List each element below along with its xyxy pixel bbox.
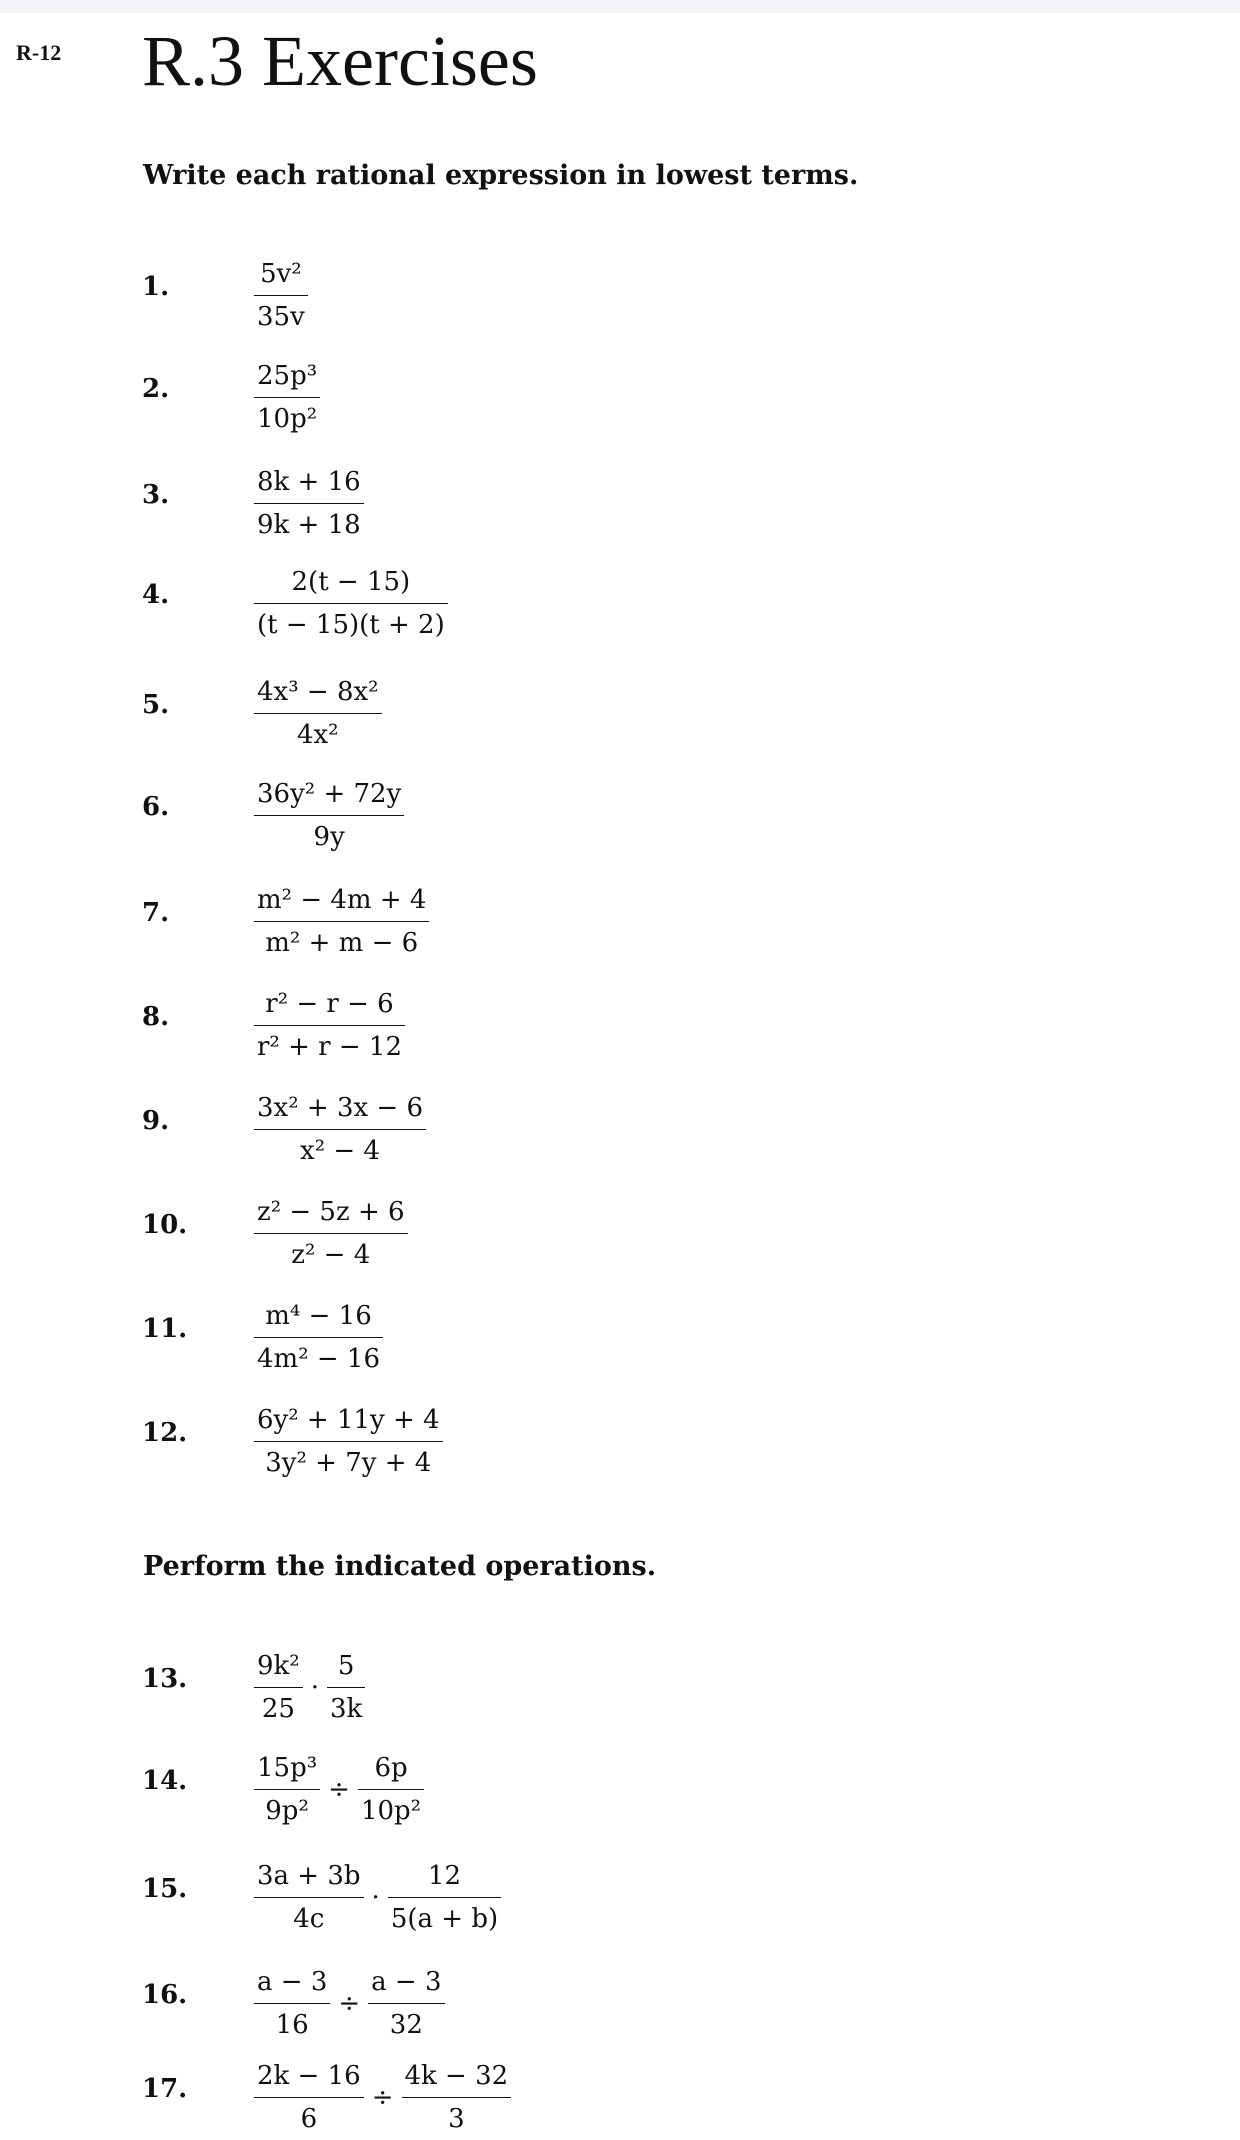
problem-number: 6.	[142, 792, 170, 822]
problem-number: 8.	[142, 1002, 170, 1032]
fraction	[254, 1300, 383, 1375]
fraction	[254, 884, 429, 959]
expression	[254, 676, 382, 751]
numerator: 4x³ − 8x²	[257, 677, 379, 707]
numerator: 3x² + 3x − 6	[257, 1093, 424, 1123]
denominator: 6	[254, 2097, 364, 2135]
denominator: 10p²	[358, 1789, 424, 1827]
denominator: 9k + 18	[254, 503, 364, 541]
fraction	[254, 1092, 426, 1167]
denominator: 16	[254, 2003, 330, 2041]
fraction	[254, 360, 320, 435]
fraction	[254, 988, 405, 1063]
numerator: 9k²	[257, 1651, 300, 1681]
expression	[254, 988, 405, 1063]
numerator: a − 3	[257, 1967, 328, 1997]
problem-number: 3.	[142, 480, 170, 510]
operator: ÷	[371, 2082, 394, 2113]
numerator: 3a + 3b	[257, 1861, 361, 1891]
problem-number: 15.	[142, 1874, 188, 1904]
page-number: R-12	[16, 40, 62, 65]
fraction-left	[254, 1966, 330, 2041]
problem-number: 5.	[142, 690, 170, 720]
numerator: 8k + 16	[257, 467, 361, 497]
denominator: 10p²	[254, 397, 320, 435]
denominator: 25	[254, 1687, 303, 1725]
numerator: z² − 5z + 6	[257, 1197, 405, 1227]
problem-number: 10.	[142, 1210, 188, 1240]
fraction-left	[254, 1860, 364, 1935]
expression	[254, 1196, 408, 1271]
numerator: 5	[337, 1651, 355, 1681]
denominator: m² + m − 6	[254, 921, 429, 959]
numerator: 15p³	[257, 1753, 318, 1783]
expression	[254, 1300, 383, 1375]
numerator: 2(t − 15)	[291, 567, 411, 597]
fraction-right	[327, 1650, 365, 1725]
section1-instruction: Write each rational expression in lowest terms.	[143, 160, 859, 191]
expression	[254, 1092, 426, 1167]
fraction	[254, 1196, 408, 1271]
problem-number: 12.	[142, 1418, 188, 1448]
denominator: z² − 4	[254, 1233, 408, 1271]
denominator: 35v	[254, 295, 308, 333]
operator: ·	[310, 1672, 319, 1703]
expression	[254, 884, 429, 959]
numerator: 6y² + 11y + 4	[257, 1405, 440, 1435]
denominator: 4x²	[254, 713, 382, 751]
expression	[254, 1404, 443, 1479]
expression	[254, 778, 404, 853]
problem-number: 14.	[142, 1766, 188, 1796]
denominator: 3	[402, 2097, 512, 2135]
denominator: 32	[368, 2003, 444, 2041]
section2-instruction: Perform the indicated operations.	[143, 1551, 657, 1582]
operator: ·	[371, 1882, 380, 1913]
expression	[254, 2060, 511, 2135]
operator: ÷	[338, 1988, 361, 2019]
fraction	[254, 566, 448, 641]
numerator: r² − r − 6	[265, 989, 394, 1019]
fraction-left	[254, 2060, 364, 2135]
fraction-right	[402, 2060, 512, 2135]
numerator: 5v²	[260, 259, 302, 289]
denominator: 3k	[327, 1687, 365, 1725]
problem-number: 1.	[142, 272, 170, 302]
denominator: 5(a + b)	[388, 1897, 501, 1935]
problem-number: 9.	[142, 1106, 170, 1136]
numerator: 4k − 32	[404, 2061, 509, 2091]
numerator: 12	[427, 1861, 461, 1891]
denominator: x² − 4	[254, 1129, 426, 1167]
numerator: m² − 4m + 4	[257, 885, 427, 915]
expression	[254, 1650, 365, 1725]
fraction	[254, 676, 382, 751]
fraction-left	[254, 1650, 303, 1725]
fraction-right	[358, 1752, 424, 1827]
expression	[254, 258, 308, 333]
problem-number: 16.	[142, 1980, 188, 2010]
denominator: r² + r − 12	[254, 1025, 405, 1063]
denominator: 4m² − 16	[254, 1337, 383, 1375]
denominator: 9p²	[254, 1789, 320, 1827]
numerator: m⁴ − 16	[265, 1301, 372, 1331]
expression	[254, 360, 320, 435]
fraction-right	[388, 1860, 501, 1935]
numerator: a − 3	[371, 1967, 442, 1997]
expression	[254, 1966, 445, 2041]
denominator: 9y	[254, 815, 404, 853]
numerator: 25p³	[257, 361, 318, 391]
denominator: (t − 15)(t + 2)	[254, 603, 448, 641]
fraction	[254, 778, 404, 853]
page-title: R.3 Exercises	[142, 21, 538, 101]
expression	[254, 566, 448, 641]
problem-number: 4.	[142, 580, 170, 610]
denominator: 4c	[254, 1897, 364, 1935]
numerator: 2k − 16	[257, 2061, 361, 2091]
problem-number: 2.	[142, 374, 170, 404]
expression	[254, 1860, 501, 1935]
operator: ÷	[328, 1774, 350, 1805]
top-bar	[0, 0, 1240, 13]
expression	[254, 466, 364, 541]
problem-number: 7.	[142, 898, 170, 928]
fraction	[254, 1404, 443, 1479]
problem-number: 11.	[142, 1314, 188, 1344]
fraction-right	[368, 1966, 444, 2041]
fraction-left	[254, 1752, 320, 1827]
fraction	[254, 466, 364, 541]
expression	[254, 1752, 424, 1827]
numerator: 6p	[374, 1753, 408, 1783]
problem-number: 13.	[142, 1664, 188, 1694]
denominator: 3y² + 7y + 4	[254, 1441, 443, 1479]
numerator: 36y² + 72y	[257, 779, 402, 809]
problem-number: 17.	[142, 2074, 188, 2104]
fraction	[254, 258, 308, 333]
